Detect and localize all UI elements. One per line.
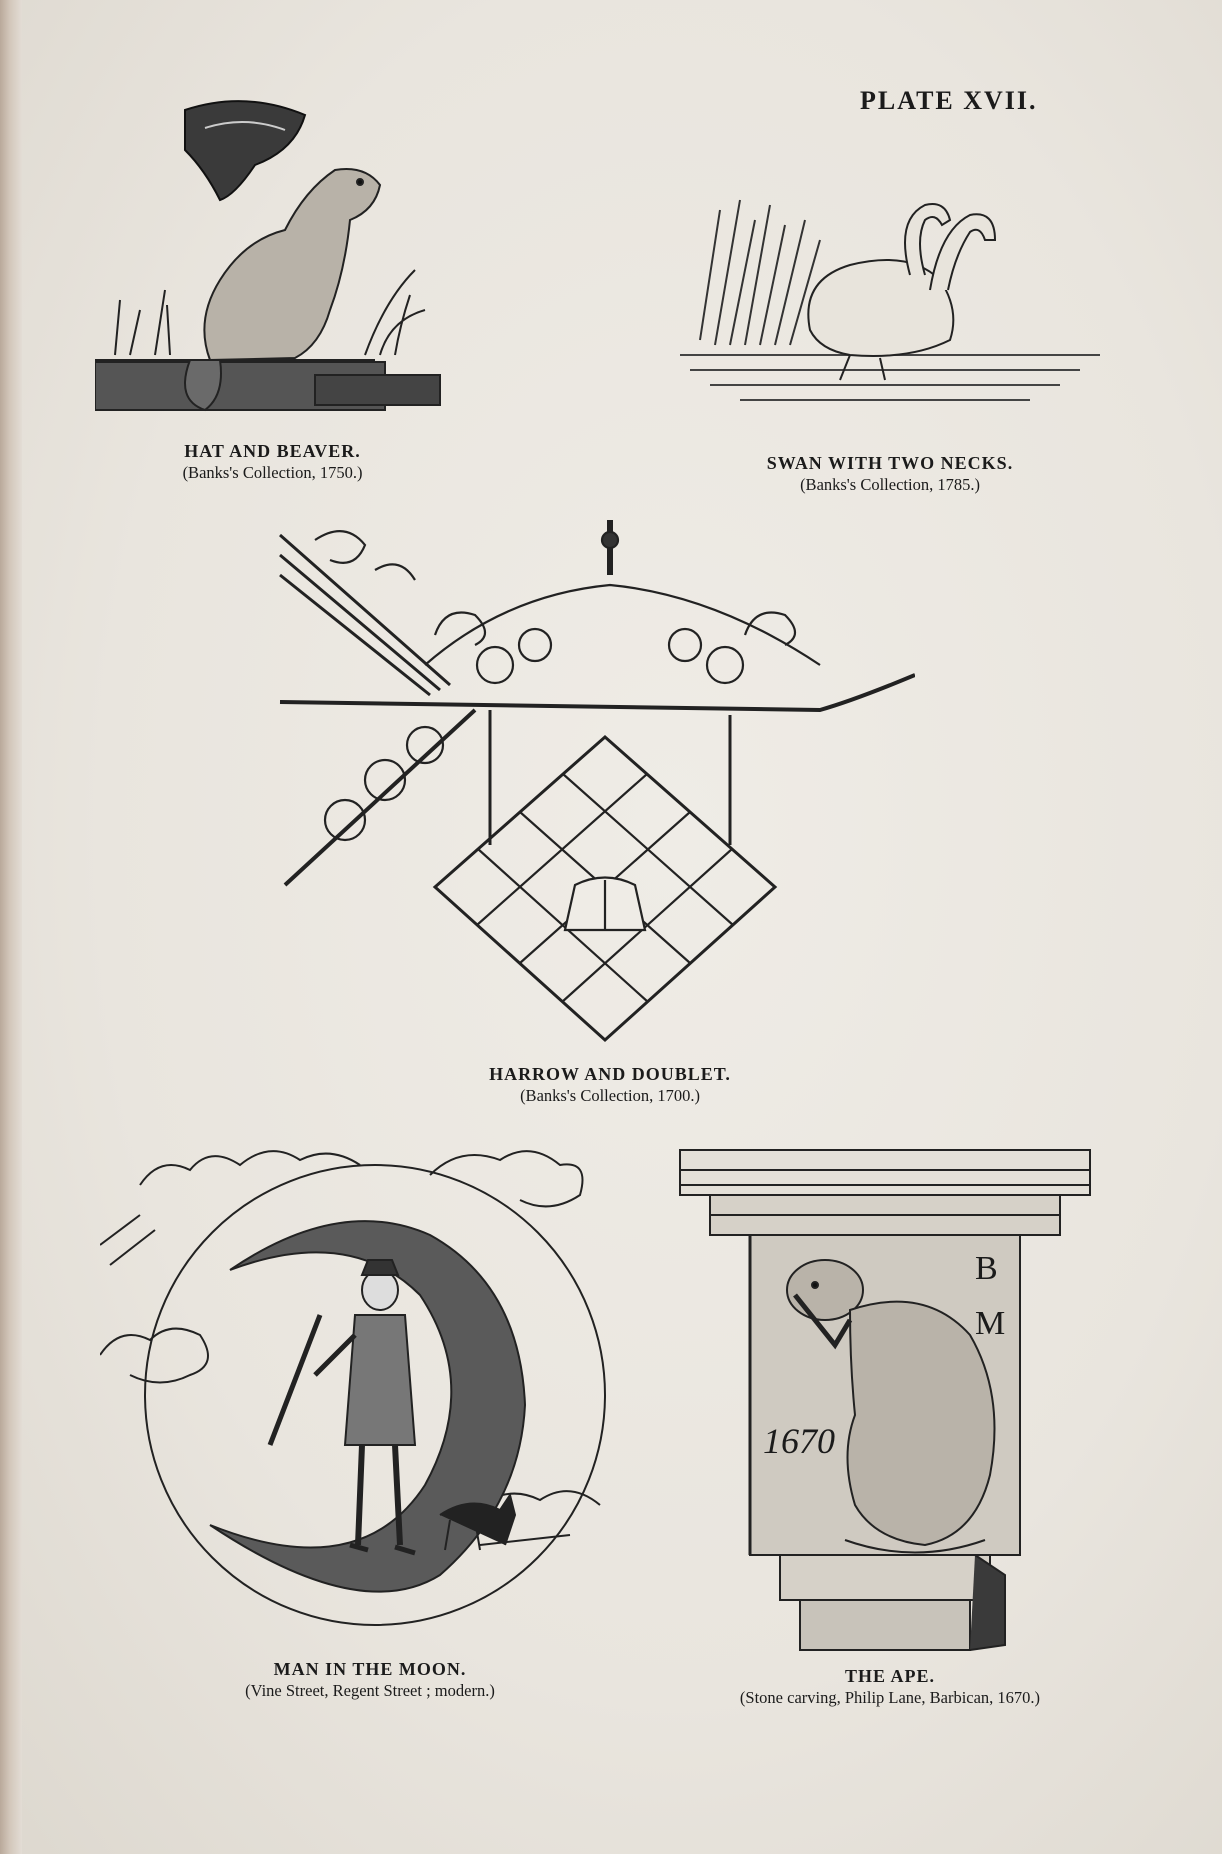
figure-source: (Banks's Collection, 1785.) — [800, 474, 980, 494]
the-ape-caption — [670, 1665, 1110, 1708]
book-binding-edge — [0, 0, 22, 1854]
figure-title: MAN IN THE MOON. — [273, 1659, 467, 1679]
the-ape-stone-carving-engraving — [675, 1145, 1095, 1655]
figure-source: (Vine Street, Regent Street ; modern.) — [245, 1680, 495, 1700]
figure-source: (Banks's Collection, 1750.) — [182, 462, 363, 482]
plate-title: PLATE XVII. — [860, 86, 1038, 115]
man-in-the-moon-caption — [150, 1658, 590, 1701]
man-in-the-moon-engraving — [100, 1125, 660, 1645]
swan-illustration — [680, 180, 1100, 420]
figure-title: SWAN WITH TWO NECKS. — [766, 453, 1014, 473]
hat-and-beaver-engraving — [95, 90, 450, 420]
ape-carving-illustration — [675, 1145, 1095, 1655]
harrow-and-doublet-sign-engraving — [275, 515, 915, 1055]
figure-title: HARROW AND DOUBLET. — [489, 1064, 731, 1084]
figure-title: THE APE. — [844, 1666, 936, 1686]
carving-initial-b: B — [975, 1250, 998, 1287]
man-in-the-moon-illustration — [100, 1125, 660, 1645]
figure-title: HAT AND BEAVER. — [184, 441, 361, 461]
swan-with-two-necks-engraving — [680, 180, 1100, 420]
figure-source: (Stone carving, Philip Lane, Barbican, 1670.) — [739, 1687, 1041, 1707]
carving-initial-m: M — [975, 1305, 1006, 1342]
swan-caption — [690, 452, 1090, 495]
harrow-and-doublet-caption — [400, 1063, 820, 1106]
hat-and-beaver-illustration — [95, 90, 450, 420]
figure-source: (Banks's Collection, 1700.) — [520, 1085, 700, 1105]
hat-and-beaver-caption — [95, 440, 450, 483]
carving-date: 1670 — [763, 1421, 835, 1461]
harrow-and-doublet-illustration — [275, 515, 915, 1055]
